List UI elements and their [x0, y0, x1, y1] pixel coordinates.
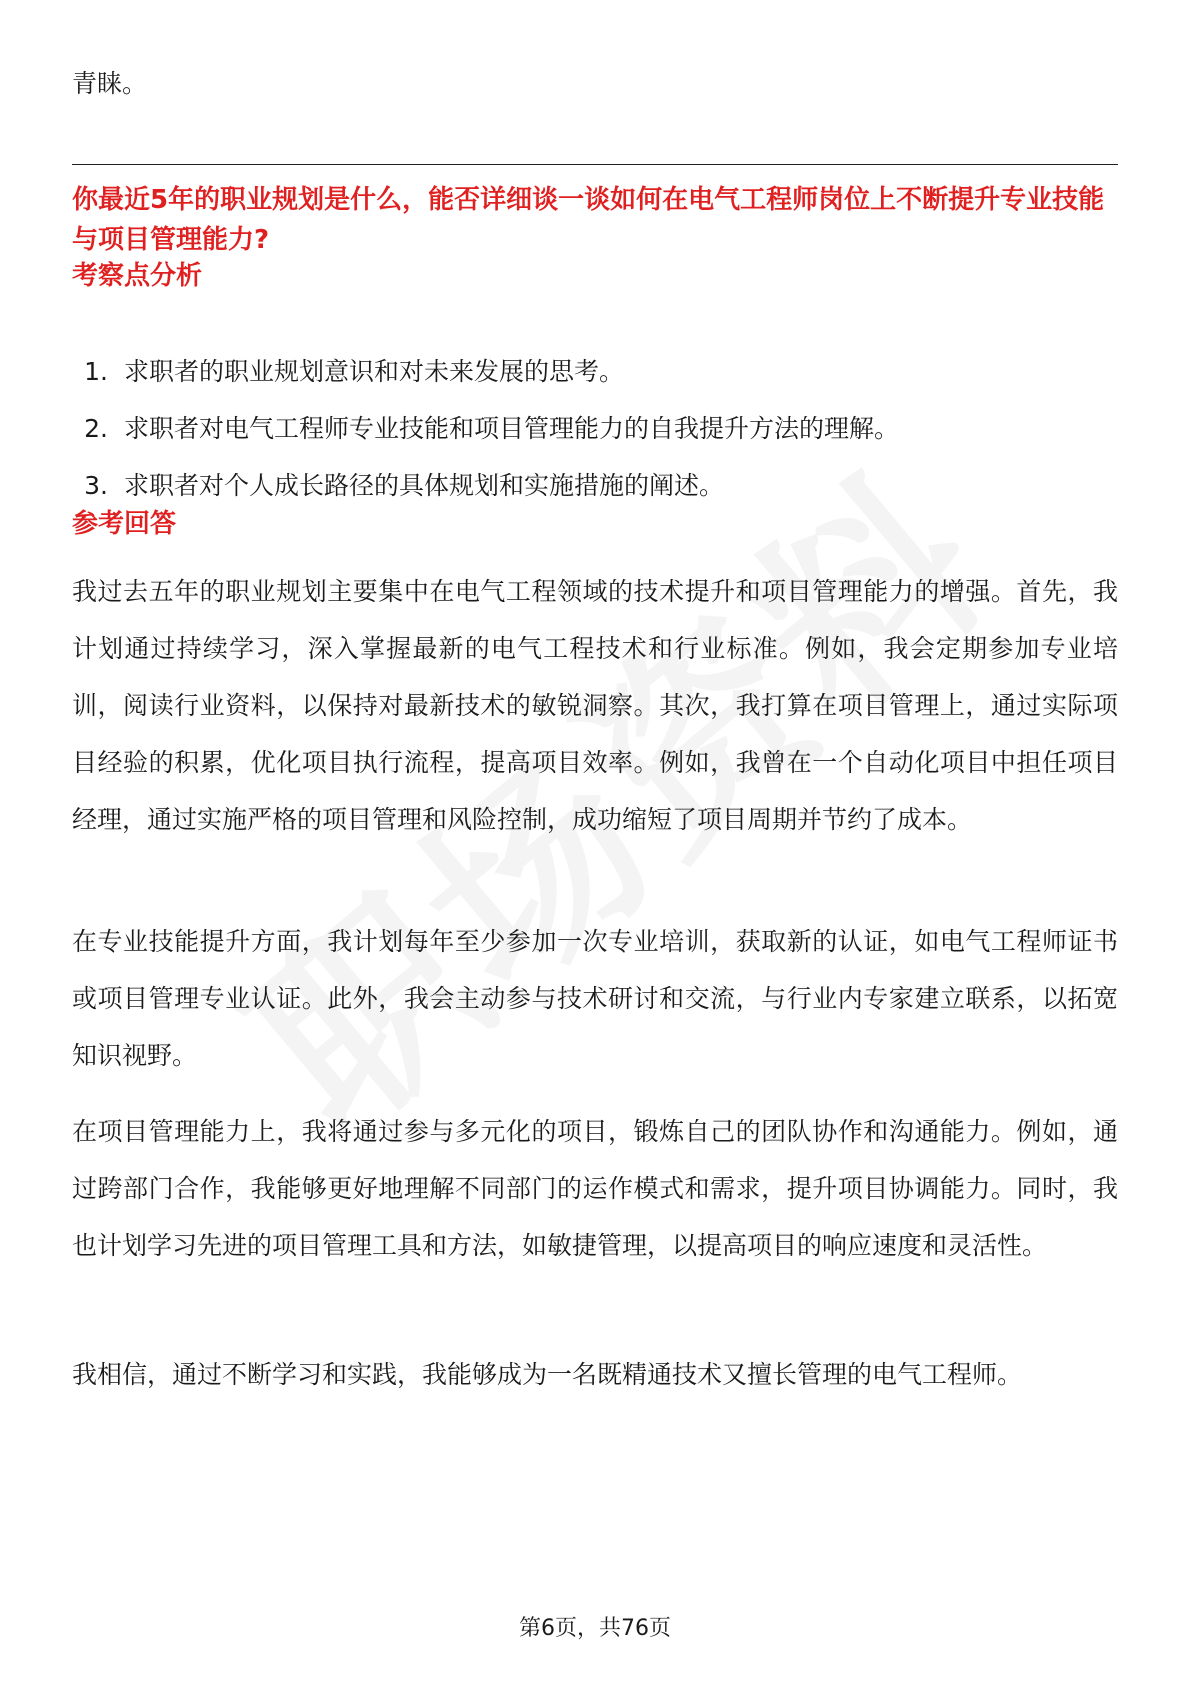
list-item-text: 求职者的职业规划意识和对未来发展的思考。	[124, 357, 625, 386]
list-item-number: 2.	[84, 414, 108, 443]
question-heading: 你最近5年的职业规划是什么，能否详细谈一谈如何在电气工程师岗位上不断提升专业技能与项目管理能力?	[72, 185, 1105, 255]
analysis-title: 考察点分析	[72, 261, 203, 291]
list-item-number: 1.	[84, 357, 108, 386]
list-item-number: 3.	[84, 471, 108, 500]
answer-paragraph: 在专业技能提升方面，我计划每年至少参加一次专业培训，获取新的认证，如电气工程师证书或项目管理专业认证。此外，我会主动参与技术研讨和交流，与行业内专家建立联系，以拓宽知识视野。	[72, 927, 1118, 1070]
analysis-list	[72, 352, 899, 523]
list-item	[72, 352, 899, 409]
list-item	[72, 409, 899, 466]
answer-paragraph: 在项目管理能力上，我将通过参与多元化的项目，锻炼自己的团队协作和沟通能力。例如，通过跨部门合作，我能够更好地理解不同部门的运作模式和需求，提升项目协调能力。同时，我也计划学习先进的项目管理工具和方法，如敏捷管理，以提高项目的响应速度和灵活性。	[72, 1117, 1118, 1260]
continued-text: 青睐。	[72, 69, 148, 98]
page-number-footer: 第6页，共76页	[519, 1616, 671, 1641]
answer-title: 参考回答	[72, 509, 177, 539]
list-item	[72, 466, 899, 523]
answer-paragraph: 我过去五年的职业规划主要集中在电气工程领域的技术提升和项目管理能力的增强。首先，我计划通过持续学习，深入掌握最新的电气工程技术和行业标准。例如，我会定期参加专业培训，阅读行业资料，以保持对最新技术的敏锐洞察。其次，我打算在项目管理上，通过实际项目经验的积累，优化项目执行流程，提高项目效率。例如，我曾在一个自动化项目中担任项目经理，通过实施严格的项目管理和风险控制，成功缩短了项目周期并节约了成本。	[72, 577, 1118, 834]
list-item-text: 求职者对个人成长路径的具体规划和实施措施的阐述。	[124, 471, 725, 500]
section-divider	[72, 164, 1118, 165]
answer-paragraph: 我相信，通过不断学习和实践，我能够成为一名既精通技术又擅长管理的电气工程师。	[72, 1360, 1023, 1389]
list-item-text: 求职者对电气工程师专业技能和项目管理能力的自我提升方法的理解。	[124, 414, 900, 443]
